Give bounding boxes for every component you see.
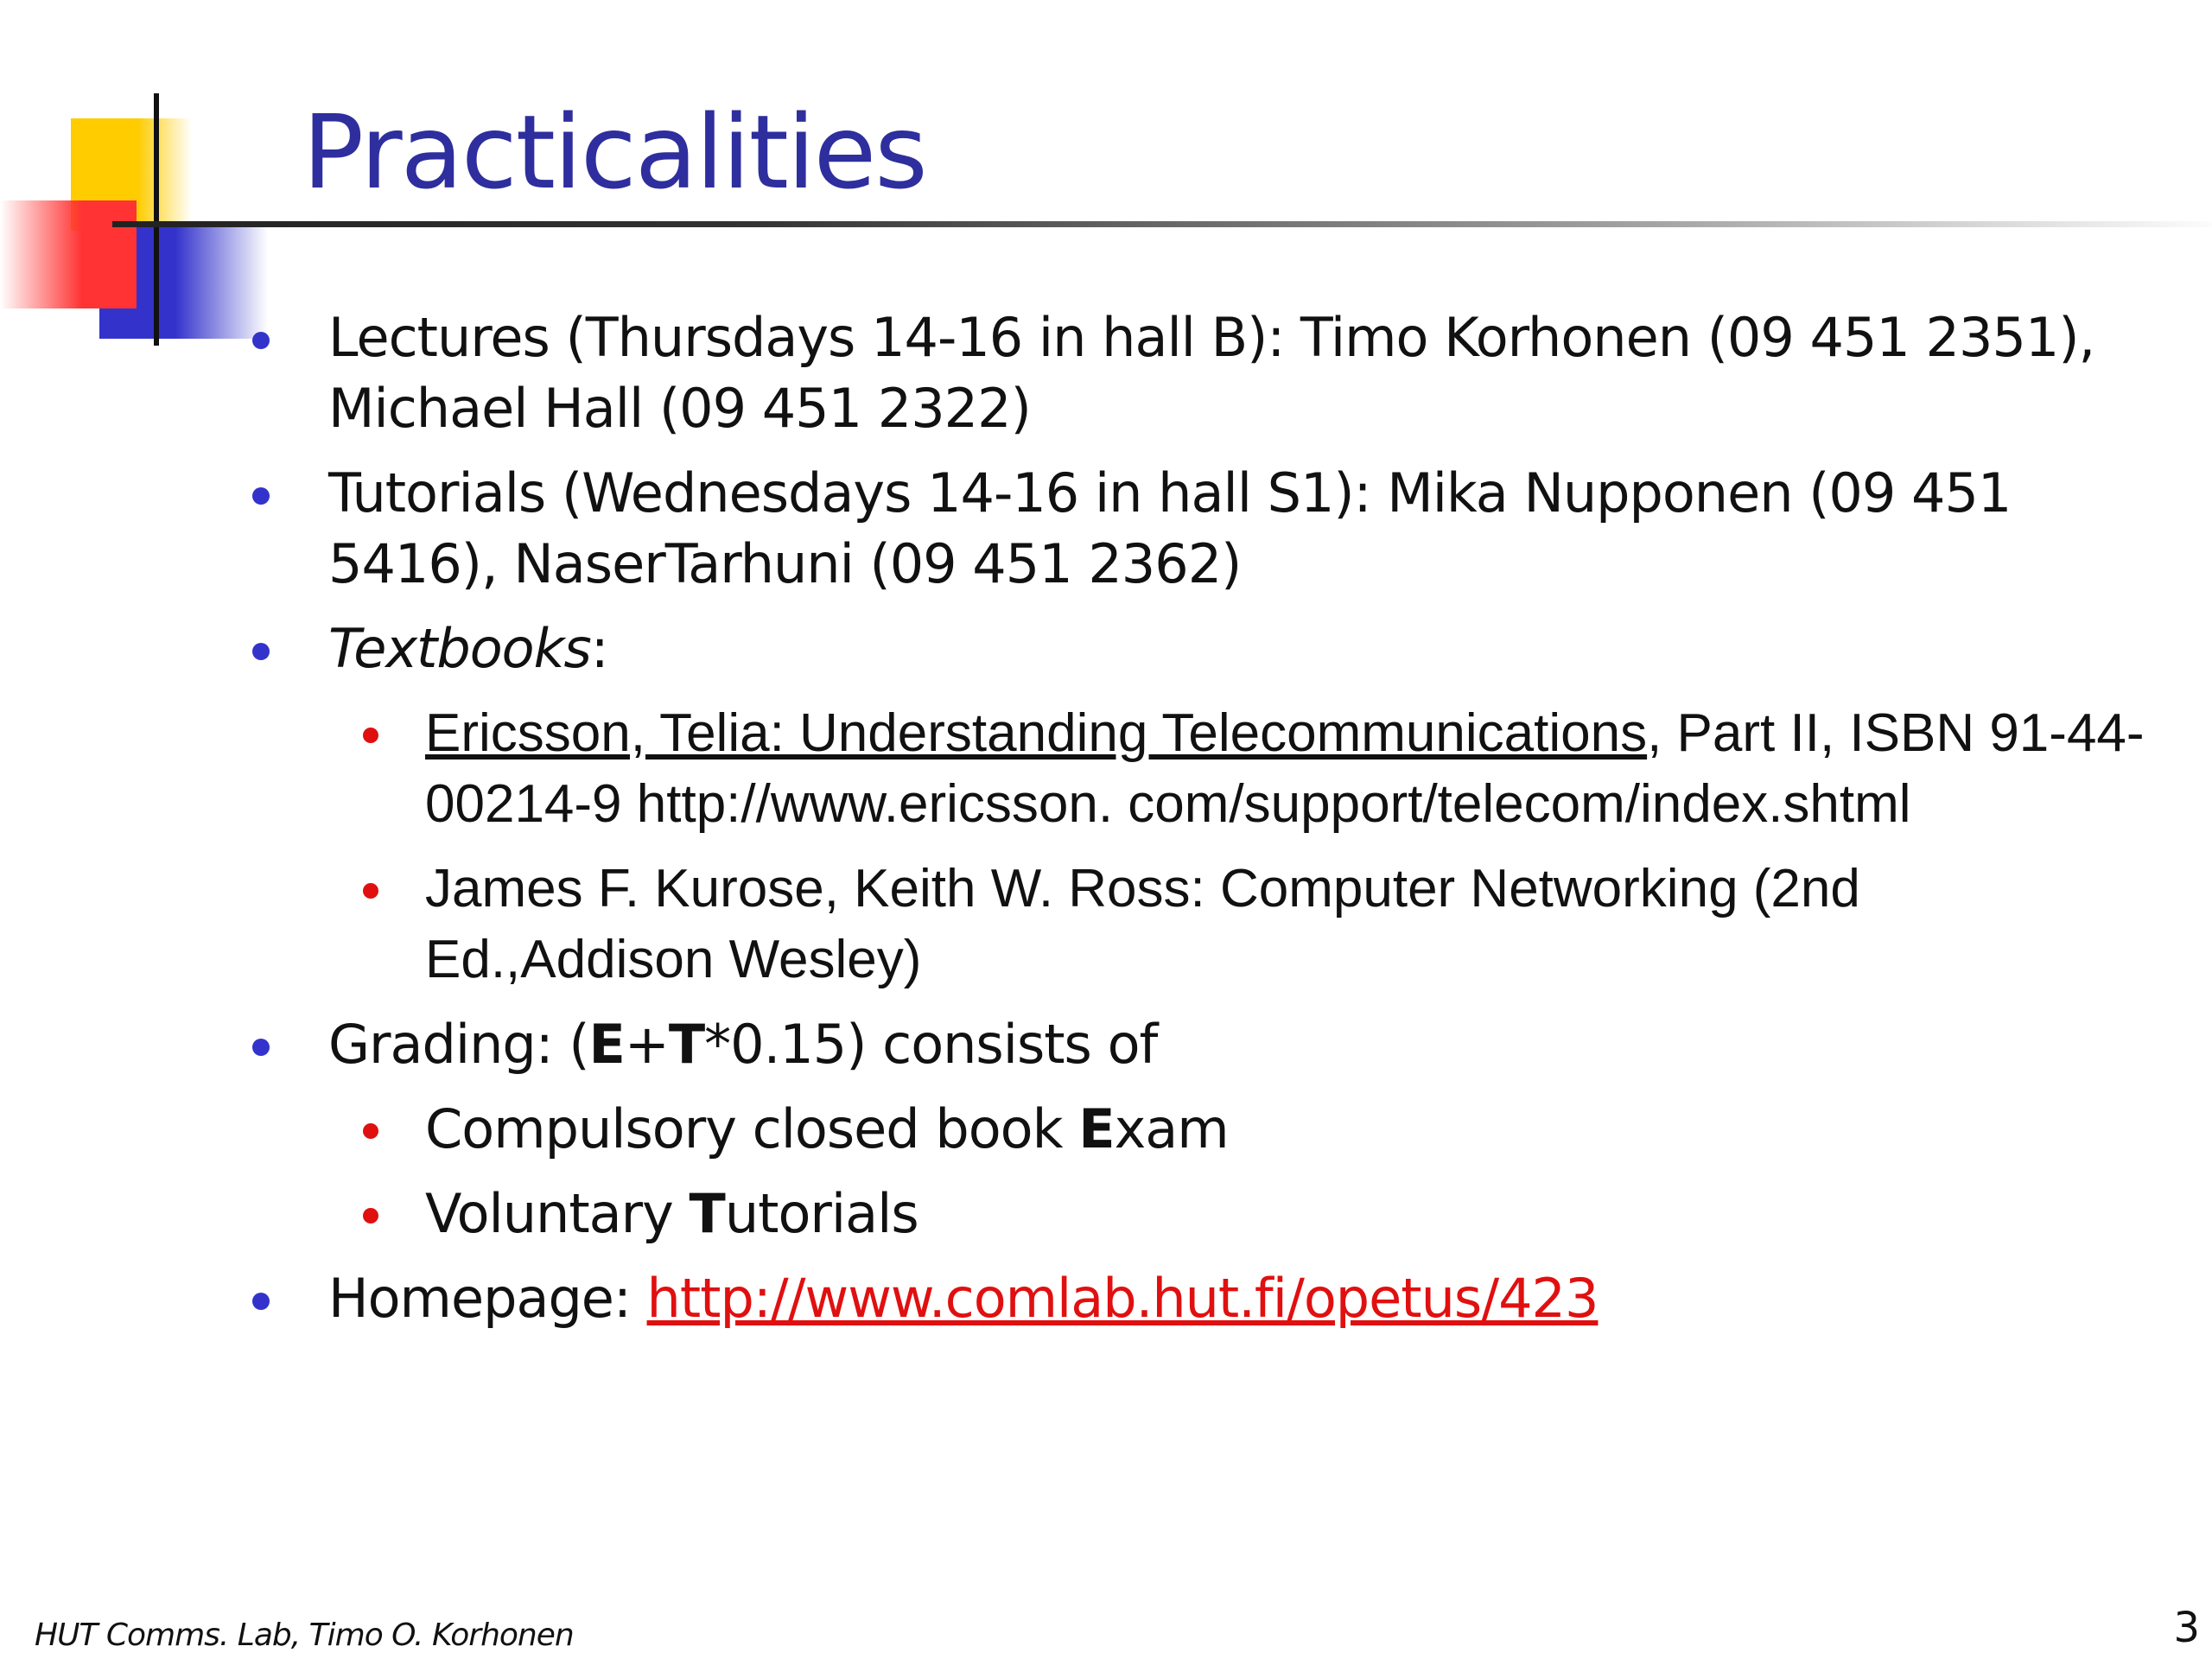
bullet-list bbox=[0, 302, 2212, 1348]
textbook-1-title: Ericsson, Telia: Understanding Telecommunications bbox=[425, 703, 1648, 763]
bullet-homepage bbox=[0, 1263, 2143, 1334]
sub-bullet-dot-icon bbox=[363, 1123, 378, 1139]
homepage-link[interactable]: http://www.comlab.hut.fi/opetus/423 bbox=[646, 1267, 1599, 1330]
bullet-dot-icon bbox=[252, 487, 270, 505]
bullet-lectures bbox=[0, 302, 2143, 444]
textbooks-colon: : bbox=[590, 617, 608, 680]
grading-e: E bbox=[588, 1013, 625, 1076]
sub-bullet-tutorials bbox=[0, 1179, 2153, 1249]
sub-bullet-textbook-1 bbox=[0, 698, 2153, 840]
lectures-text: Lectures (Thursdays 14-16 in hall B): Timo Korhonen (09 451 2351), Michael Hall (09 451 2322) bbox=[328, 306, 2095, 440]
footer-credit: HUT Comms. Lab, Timo O. Korhonen bbox=[35, 1618, 574, 1653]
sub-bullet-dot-icon bbox=[363, 728, 378, 743]
bullet-textbooks bbox=[0, 613, 2143, 684]
sub-bullet-dot-icon bbox=[363, 883, 378, 899]
textbook-2-text: James F. Kurose, Keith W. Ross: Computer Networking (2nd Ed.,Addison Wesley) bbox=[425, 859, 1860, 989]
grading-plus: + bbox=[624, 1013, 669, 1076]
slide-title: Practicalities bbox=[302, 92, 926, 212]
tutorials2-suffix: utorials bbox=[724, 1182, 918, 1245]
homepage-label: Homepage: bbox=[328, 1267, 647, 1330]
bullet-dot-icon bbox=[252, 1039, 270, 1056]
decor-red-square bbox=[0, 200, 137, 308]
tutorials2-prefix: Voluntary bbox=[425, 1182, 690, 1245]
bullet-dot-icon bbox=[252, 643, 270, 660]
exam-prefix: Compulsory closed book bbox=[425, 1097, 1079, 1160]
grading-prefix: Grading: ( bbox=[328, 1013, 589, 1076]
bullet-dot-icon bbox=[252, 332, 270, 349]
exam-bold: E bbox=[1078, 1097, 1115, 1160]
exam-suffix: xam bbox=[1114, 1097, 1229, 1160]
page-number: 3 bbox=[2173, 1604, 2200, 1652]
grading-t: T bbox=[668, 1013, 705, 1076]
title-underline bbox=[112, 221, 2212, 227]
grading-suffix: *0.15) consists of bbox=[704, 1013, 1158, 1076]
bullet-dot-icon bbox=[252, 1293, 270, 1310]
bullet-grading bbox=[0, 1009, 2143, 1080]
textbook-1-details: , Part II, ISBN 91-44-00214-9 http://www.ericsson. com/support/telecom/index.shtml bbox=[425, 703, 2145, 834]
sub-bullet-textbook-2 bbox=[0, 854, 2153, 995]
tutorials2-bold: T bbox=[689, 1182, 725, 1245]
bullet-tutorials bbox=[0, 458, 2143, 600]
sub-bullet-exam bbox=[0, 1094, 2153, 1165]
sub-bullet-dot-icon bbox=[363, 1208, 378, 1224]
tutorials-text: Tutorials (Wednesdays 14-16 in hall S1): Mika Nupponen (09 451 5416), NaserTarhuni (09 451 2362) bbox=[328, 461, 2012, 595]
textbooks-label: Textbooks bbox=[328, 617, 591, 680]
